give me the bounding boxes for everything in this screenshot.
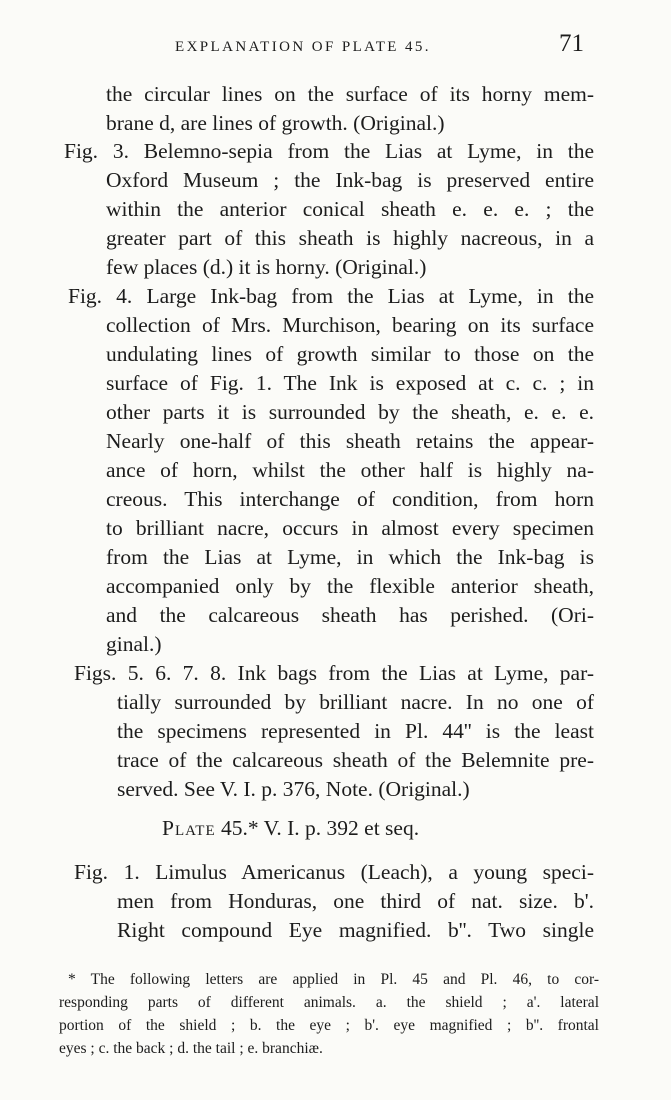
text-line: collection of Mrs. Murchison, bearing on its surface	[106, 313, 594, 337]
text-line: Nearly one-half of this sheath retains the appear-	[106, 429, 594, 453]
text-line: the circular lines on the surface of its horny mem-	[106, 82, 594, 106]
page-number: 71	[559, 30, 584, 57]
text-line: accompanied only by the flexible anterior sheath,	[106, 574, 594, 598]
text-line: Fig. 3. Belemno-sepia from the Lias at Lyme, in the	[64, 139, 594, 163]
text-line: trace of the calcareous sheath of the Belemnite pre-	[117, 748, 594, 772]
text-line: surface of Fig. 1. The Ink is exposed at c. c. ; in	[106, 371, 594, 395]
text-line: Fig. 1. Limulus Americanus (Leach), a young speci-	[74, 860, 594, 884]
footnote-line: eyes ; c. the back ; d. the tail ; e. branchiæ.	[59, 1040, 323, 1057]
plate-heading-rest: 45.* V. I. p. 392 et seq.	[221, 816, 420, 840]
text-line: ginal.)	[106, 632, 162, 656]
plate-heading-word: Plate	[162, 816, 216, 840]
text-line: few places (d.) it is horny. (Original.)	[106, 255, 427, 279]
text-line: Fig. 4. Large Ink-bag from the Lias at Lyme, in the	[68, 284, 594, 308]
text-line: men from Honduras, one third of nat. size. b'.	[117, 889, 594, 913]
text-line: other parts it is surrounded by the sheath, e. e. e.	[106, 400, 594, 424]
text-line: from the Lias at Lyme, in which the Ink-bag is	[106, 545, 594, 569]
text-line: brane d, are lines of growth. (Original.)	[106, 111, 445, 135]
text-line: Right compound Eye magnified. b''. Two single	[117, 918, 594, 942]
header-title: EXPLANATION OF PLATE 45.	[175, 39, 431, 55]
text-line: creous. This interchange of condition, from horn	[106, 487, 594, 511]
text-line: the specimens represented in Pl. 44'' is the least	[117, 719, 594, 743]
running-header	[0, 30, 671, 60]
text-line: and the calcareous sheath has perished. (Ori-	[106, 603, 594, 627]
text-line: undulating lines of growth similar to those on the	[106, 342, 594, 366]
text-line: tially surrounded by brilliant nacre. In no one of	[117, 690, 594, 714]
text-line: ance of horn, whilst the other half is highly na-	[106, 458, 594, 482]
text-line: served. See V. I. p. 376, Note. (Original.)	[117, 777, 470, 801]
text-line: to brilliant nacre, occurs in almost every specimen	[106, 516, 594, 540]
footnote-line: responding parts of different animals. a. the shield ; a'. lateral	[59, 994, 599, 1011]
text-line: Oxford Museum ; the Ink-bag is preserved entire	[106, 168, 594, 192]
text-line: greater part of this sheath is highly nacreous, in a	[106, 226, 594, 250]
footnote-line: portion of the shield ; b. the eye ; b'. eye magnified ; b''. frontal	[59, 1017, 599, 1034]
text-line: Figs. 5. 6. 7. 8. Ink bags from the Lias at Lyme, par-	[74, 661, 594, 685]
text-line: within the anterior conical sheath e. e. e. ; the	[106, 197, 594, 221]
plate-heading	[162, 816, 419, 841]
footnote-line: * The following letters are applied in Pl. 45 and Pl. 46, to cor-	[68, 971, 599, 988]
